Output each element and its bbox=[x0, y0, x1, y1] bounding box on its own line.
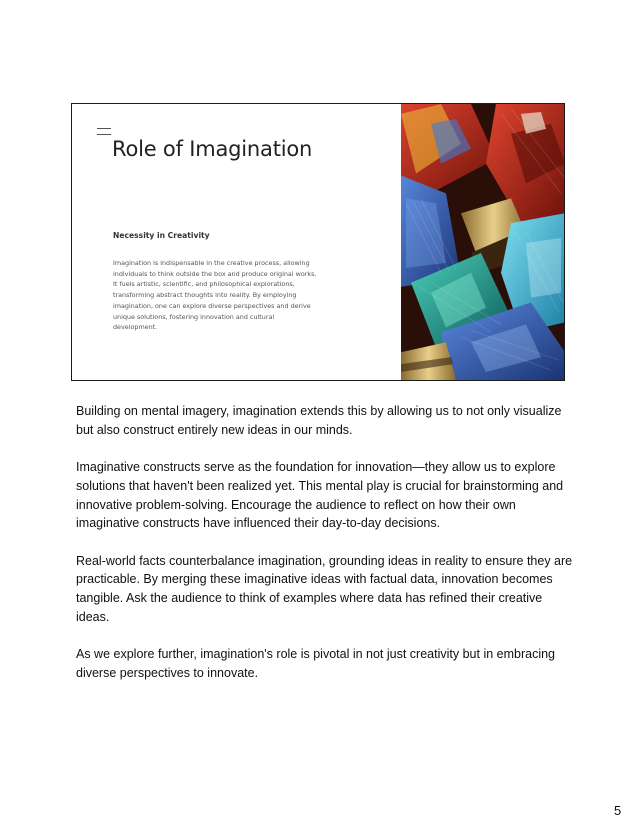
speaker-notes bbox=[76, 402, 576, 701]
notes-paragraph: Building on mental imagery, imagination extends this by allowing us to not only visualize but also construct entirely new ideas in our minds. bbox=[76, 404, 562, 437]
slide-text-panel bbox=[72, 104, 402, 380]
page-number: 5 bbox=[614, 803, 622, 818]
notes-paragraph: Real-world facts counterbalance imagination, grounding ideas in reality to ensure they are practicable. By merging these imaginative ideas with factual data, innovation becomes tangible. Ask the audience to think of examples where data has refined their creative ideas. bbox=[76, 553, 573, 624]
slide-title: Role of Imagination bbox=[112, 137, 313, 161]
slide-thumbnail bbox=[71, 103, 565, 381]
paint-brushes-illustration bbox=[401, 104, 565, 380]
notes-paragraph: As we explore further, imagination's role is pivotal in not just creativity but in embracing diverse perspectives to innovate. bbox=[76, 647, 556, 680]
accent-lines-icon bbox=[97, 128, 111, 135]
slide-subtitle: Necessity in Creativity bbox=[113, 231, 210, 240]
slide-body-text: Imagination is indispensable in the creative process, allowing individuals to think outside the box and produce original works. It fuels artistic, scientific, and philosophical explorations, transforming abstract thoughts into reality. By employing imagination, one can explore diverse perspectives and derive unique solutions, fostering innovation and cultural development. bbox=[113, 259, 317, 332]
notes-paragraph: Imaginative constructs serve as the foundation for innovation—they allow us to explore solutions that haven't been realized yet. This mental play is crucial for brainstorming and innovative problem-solving. Encourage the audience to reflect on how their own imaginative constructs have influenced their day-to-day decisions. bbox=[76, 460, 564, 531]
paint-brushes-photo bbox=[401, 104, 565, 380]
